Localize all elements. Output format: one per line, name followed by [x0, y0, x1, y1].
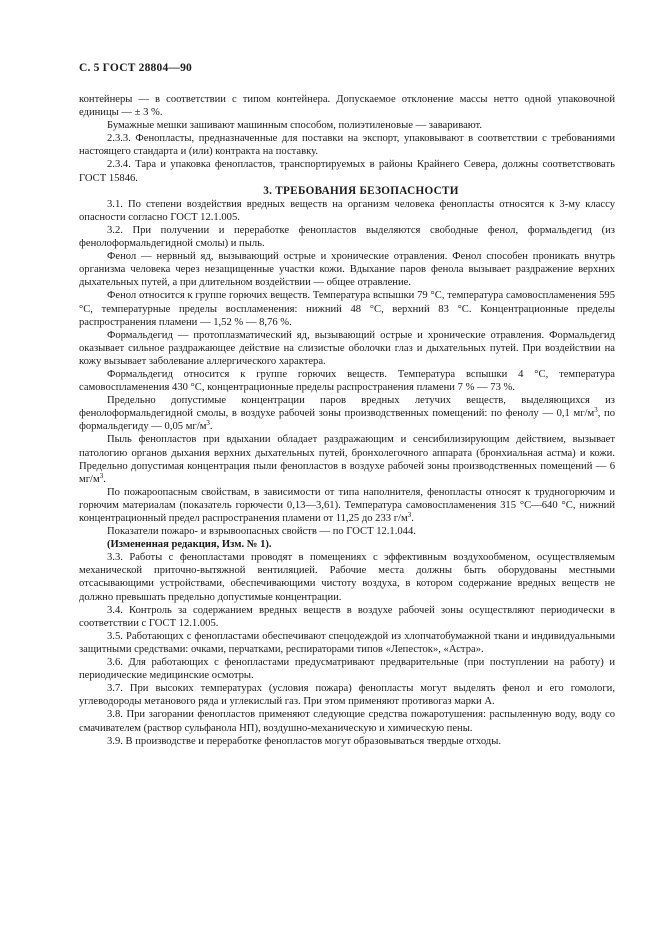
page-header: С. 5 ГОСТ 28804—90 — [79, 62, 192, 74]
paragraph-3-8: 3.8. При загорании фенопластов применяют следующие средства пожаротушения: распыленную воду, воду со смачивателем (раствор сульфанола НП), воздушно-механическую и химическую пены. — [79, 709, 615, 734]
paragraph-indicators: Показатели пожаро- и взрывоопасных свойств — по ГОСТ 12.1.044. — [107, 526, 416, 538]
paragraph-2-3-4: 2.3.4. Тара и упаковка фенопластов, транспортируемых в районы Крайнего Севера, должны соответствовать ГОСТ 15846. — [79, 159, 615, 184]
paragraph-3-4: 3.4. Контроль за содержанием вредных веществ в воздухе рабочей зоны осуществляют периодически в соответствии с ГОСТ 12.1.005. — [79, 604, 615, 629]
paragraph-dust: Пыль фенопластов при вдыхании обладает раздражающим и сенсибилизирующим действием, вызывает патологию органов дыхания верхних дыхательных путей, бронхолегочного аппарата (бронхиальная астма) и кожи. Предельно допустимая концентрация пыли фенопластов в воздухе рабочей зоны производственных помещений — 6 $мг/м^3$. — [79, 434, 615, 485]
paragraph-formaldehyde-flammability: Формальдегид относится к группе горючих веществ. Температура вспышки 4 °С, температура самовоспламенения 430 °С, концентрационные пределы распространения пламени 7 % — 73 %. — [79, 368, 615, 394]
paragraph-max-concentrations: Предельно допустимые концентрации паров вредных летучих веществ, выделяющихся из фенолоформальдегидной смолы, в воздухе рабочей зоны производственных помещений: по фенолу — 0,1 $мг/м^3$, по формальдегиду — 0,05 $мг/м^3$. — [79, 395, 616, 433]
paragraph-3-5: 3.5. Работающих с фенопластами обеспечивают спецодеждой из хлопчатобумажной ткани и индивидуальными защитными средствами: очками, перчатками, респираторами типов «Лепесток», «Астра». — [79, 630, 615, 655]
paragraph-formaldehyde-toxicity: Формальдегид — протоплазматический яд, вызывающий острые и хронические отравления. Формальдегид оказывает сильное раздражающее действие на слизистые оболочки глаз и дыхательных путей. При воздействии на кожу вызывает заболевание аллергического характера. — [79, 329, 615, 367]
paragraph-3-6: 3.6. Для работающих с фенопластами предусматривают предварительные (при поступлении на работу) и периодические медицинские осмотры. — [79, 657, 615, 682]
amendment-note: (Измененная редакция, Изм. № 1). — [107, 539, 272, 551]
paragraph-3-3: 3.3. Работы с фенопластами проводят в помещениях с эффективным воздухообменом, осуществляемым механической приточно-вытяжной вентиляцией. Рабочие места должны быть оборудованы местными отсасывающими устройствами, обеспечивающими чистоту воздуха, в котором содержание вредных веществ не должно превышать предельно допустимые концентрации. — [79, 552, 615, 603]
paragraph-2-3-3: 2.3.3. Фенопласты, предназначенные для поставки на экспорт, упаковывают в соответствии с требованиями настоящего стандарта и (или) контракта на поставку. — [79, 133, 615, 158]
paragraph-3-1: 3.1. По степени воздействия вредных веществ на организм человека фенопласты относятся к 3-му классу опасности согласно ГОСТ 12.1.005. — [79, 198, 615, 223]
paragraph-3-7: 3.7. При высоких температурах (условия пожара) фенопласты могут выделять фенол и его гомологи, углеводороды метанового ряда и углекислый газ. При этом применяют противогаз марки А. — [79, 683, 615, 708]
paragraph-3-2: 3.2. При получении и переработке фенопластов выделяются свободные фенол, формальдегид (из фенолоформальдегидной смолы) и пыль. — [79, 224, 615, 250]
paragraph-containers: контейнеры — в соответствии с типом контейнера. Допускаемое отклонение массы нетто одной упаковочной единицы — ± 3 %. — [79, 94, 615, 119]
paragraph-paper-bags: Бумажные мешки зашивают машинным способом, полиэтиленовые — заваривают. — [107, 120, 483, 132]
paragraph-fire-hazard: По пожароопасным свойствам, в зависимости от типа наполнителя, фенопласты относят к трудногорючим и горючим материалам (показатель горючести 0,13—3,61). Температура самовоспламенения 315 °С—640 °С, нижний концентрационный предел распространения пламени от 11,25 до 233 $г/м^3$. — [79, 486, 615, 524]
paragraph-phenol-flammability: Фенол относится к группе горючих веществ. Температура вспышки 79 °С, температура самовоспламенения 595 °С, температурные пределы воспламенения: нижний 48 °С, верхний 83 °С. Концентрационные пределы распространения пламени — 1,52 % — 8,76 %. — [79, 290, 615, 328]
document-body — [79, 93, 615, 748]
section-title: 3. ТРЕБОВАНИЯ БЕЗОПАСНОСТИ — [263, 184, 459, 197]
paragraph-3-9: 3.9. В производстве и переработке фенопластов могут образовываться твердые отходы. — [107, 735, 501, 747]
paragraph-phenol-toxicity: Фенол — нервный яд, вызывающий острые и хронические отравления. Фенол способен проникать внутрь организма человека через незащищенные участки кожи. Вдыхание паров фенола вызывает раздражение верхних дыхательных путей, а при длительном воздействии — общее отравление. — [79, 251, 615, 289]
